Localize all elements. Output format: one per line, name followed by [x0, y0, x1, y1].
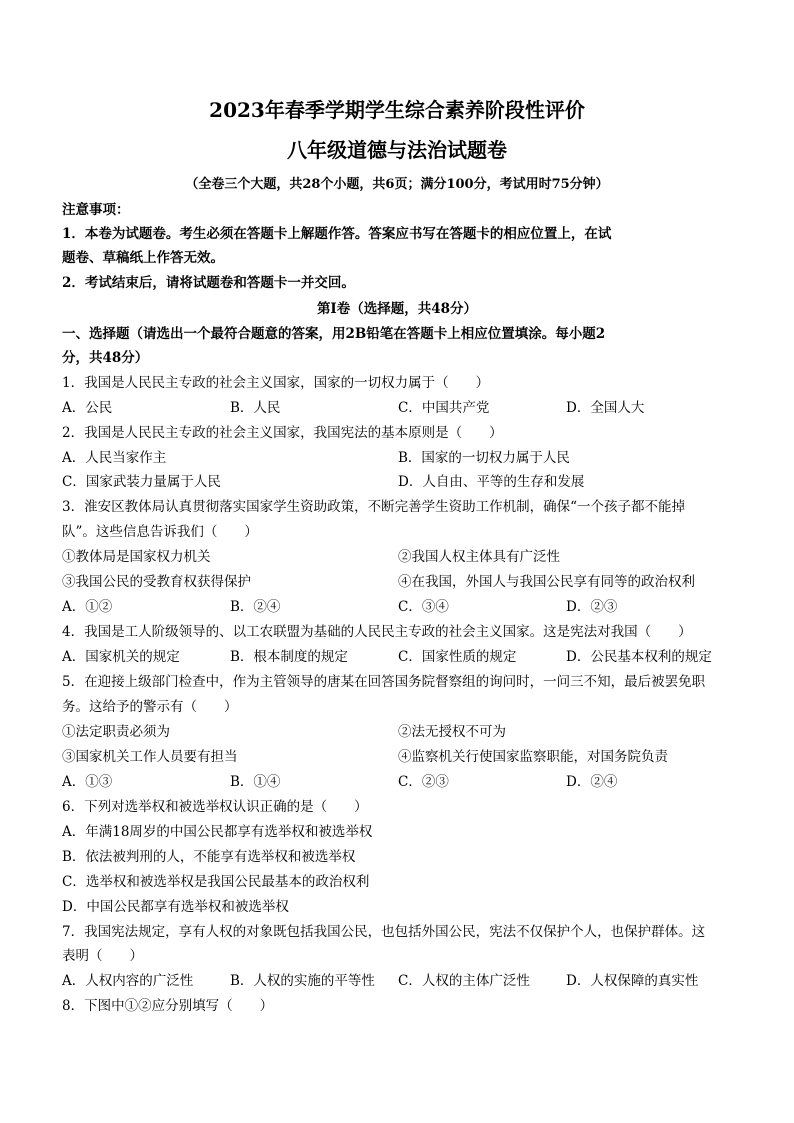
q6-stem: 6．下列对选举权和被选举权认识正确的是（ ）: [62, 799, 368, 815]
q6-option-c: C．选举权和被选举权是我国公民最基本的政治权利: [62, 874, 370, 890]
volume-heading: 第Ⅰ卷（选择题，共48分）: [316, 301, 478, 317]
section-heading-line-1: 一、选择题（请选出一个最符合题意的答案，用2B铅笔在答题卡上相应位置填涂。每小题2: [62, 326, 606, 342]
q7-stem-line-2: 表明（ ）: [62, 948, 143, 964]
q1-option-b: B．人民: [230, 400, 281, 416]
q4-option-d: D．公民基本权利的规定: [566, 649, 712, 665]
q7-option-b: B．人权的实施的平等性: [230, 973, 375, 989]
q3-option-b: B．②④: [230, 599, 281, 615]
q6-option-a: A．年满18周岁的中国公民都享有选举权和被选举权: [62, 824, 373, 840]
note-1-line-2: 题卷、草稿纸上作答无效。: [62, 250, 224, 266]
q7-option-d: D．人权保障的真实性: [566, 973, 699, 989]
note-2: 2．考试结束后，请将试题卷和答题卡一并交回。: [62, 275, 355, 291]
q5-option-c: C．②③: [398, 774, 449, 790]
q5-option-a: A．①③: [62, 774, 113, 790]
q4-option-c: C．国家性质的规定: [398, 649, 517, 665]
q4-option-a: A．国家机关的规定: [62, 649, 180, 665]
q1-stem: 1．我国是人民民主专政的社会主义国家，国家的一切权力属于（ ）: [62, 375, 490, 391]
q2-option-b: B．国家的一切权力属于人民: [398, 450, 570, 466]
note-1-line-1: 1．本卷为试题卷。考生必须在答题卡上解题作答。答案应书写在答题卡的相应位置上，在试: [62, 226, 612, 242]
q3-option-d: D．②③: [566, 599, 618, 615]
q3-option-c: C．③④: [398, 599, 449, 615]
q3-option-a: A．①②: [62, 599, 113, 615]
q3-statement-4: ④在我国，外国人与我国公民享有同等的政治权利: [398, 574, 695, 590]
q5-statement-4: ④监察机关行使国家监察职能，对国务院负责: [398, 749, 668, 765]
q6-option-d: D．中国公民都享有选举权和被选举权: [62, 899, 289, 915]
q1-option-a: A．公民: [62, 400, 113, 416]
q1-option-d: D．全国人大: [566, 400, 645, 416]
q5-statement-3: ③国家机关工作人员要有担当: [62, 749, 238, 765]
q5-stem-line-1: 5．在迎接上级部门检查中，作为主管领导的唐某在回答国务院督察组的询问时，一问三不知，最后被罢免职: [62, 674, 706, 690]
q2-option-c: C．国家武装力量属于人民: [62, 474, 221, 490]
q5-option-b: B．①④: [230, 774, 281, 790]
exam-title: 2023年春季学期学生综合素养阶段性评价: [209, 98, 585, 122]
q3-stem-line-2: 队”。这些信息告诉我们（ ）: [62, 524, 258, 540]
exam-subtitle: 八年级道德与法治试题卷: [287, 138, 507, 162]
q1-option-c: C．中国共产党: [398, 400, 490, 416]
q3-statement-1: ①教体局是国家权力机关: [62, 549, 211, 565]
q2-stem: 2．我国是人民民主专政的社会主义国家，我国宪法的基本原则是（ ）: [62, 425, 503, 441]
q7-option-a: A．人权内容的广泛性: [62, 973, 194, 989]
q6-option-b: B．依法被判刑的人，不能享有选举权和被选举权: [62, 849, 356, 865]
q5-option-d: D．②④: [566, 774, 618, 790]
q7-option-c: C．人权的主体广泛性: [398, 973, 530, 989]
q5-stem-line-2: 务。这给予的警示有（ ）: [62, 699, 238, 715]
q4-option-b: B．根本制度的规定: [230, 649, 348, 665]
exam-info: （全卷三个大题，共28个小题，共6页；满分100分，考试用时75分钟）: [185, 177, 609, 192]
q2-option-d: D．人自由、平等的生存和发展: [398, 474, 585, 490]
q8-stem: 8．下图中①②应分别填写（ ）: [62, 998, 274, 1014]
q5-statement-1: ①法定职责必须为: [62, 724, 170, 740]
q5-statement-2: ②法无授权不可为: [398, 724, 506, 740]
notes-heading: 注意事项：: [62, 202, 130, 218]
q4-stem: 4．我国是工人阶级领导的、以工农联盟为基础的人民民主专政的社会主义国家。这是宪法对我国（ ）: [62, 624, 692, 640]
q3-stem-line-1: 3．淮安区教体局认真贯彻落实国家学生资助政策，不断完善学生资助工作机制，确保“一个孩子都不能掉: [62, 499, 685, 515]
q3-statement-3: ③我国公民的受教育权获得保护: [62, 574, 251, 590]
section-heading-line-2: 分，共48分）: [62, 350, 149, 366]
q3-statement-2: ②我国人权主体具有广泛性: [398, 549, 560, 565]
q2-option-a: A．人民当家作主: [62, 450, 167, 466]
q7-stem-line-1: 7．我国宪法规定，享有人权的对象既包括我国公民，也包括外国公民，宪法不仅保护个人，也保护群体。这: [62, 924, 706, 940]
